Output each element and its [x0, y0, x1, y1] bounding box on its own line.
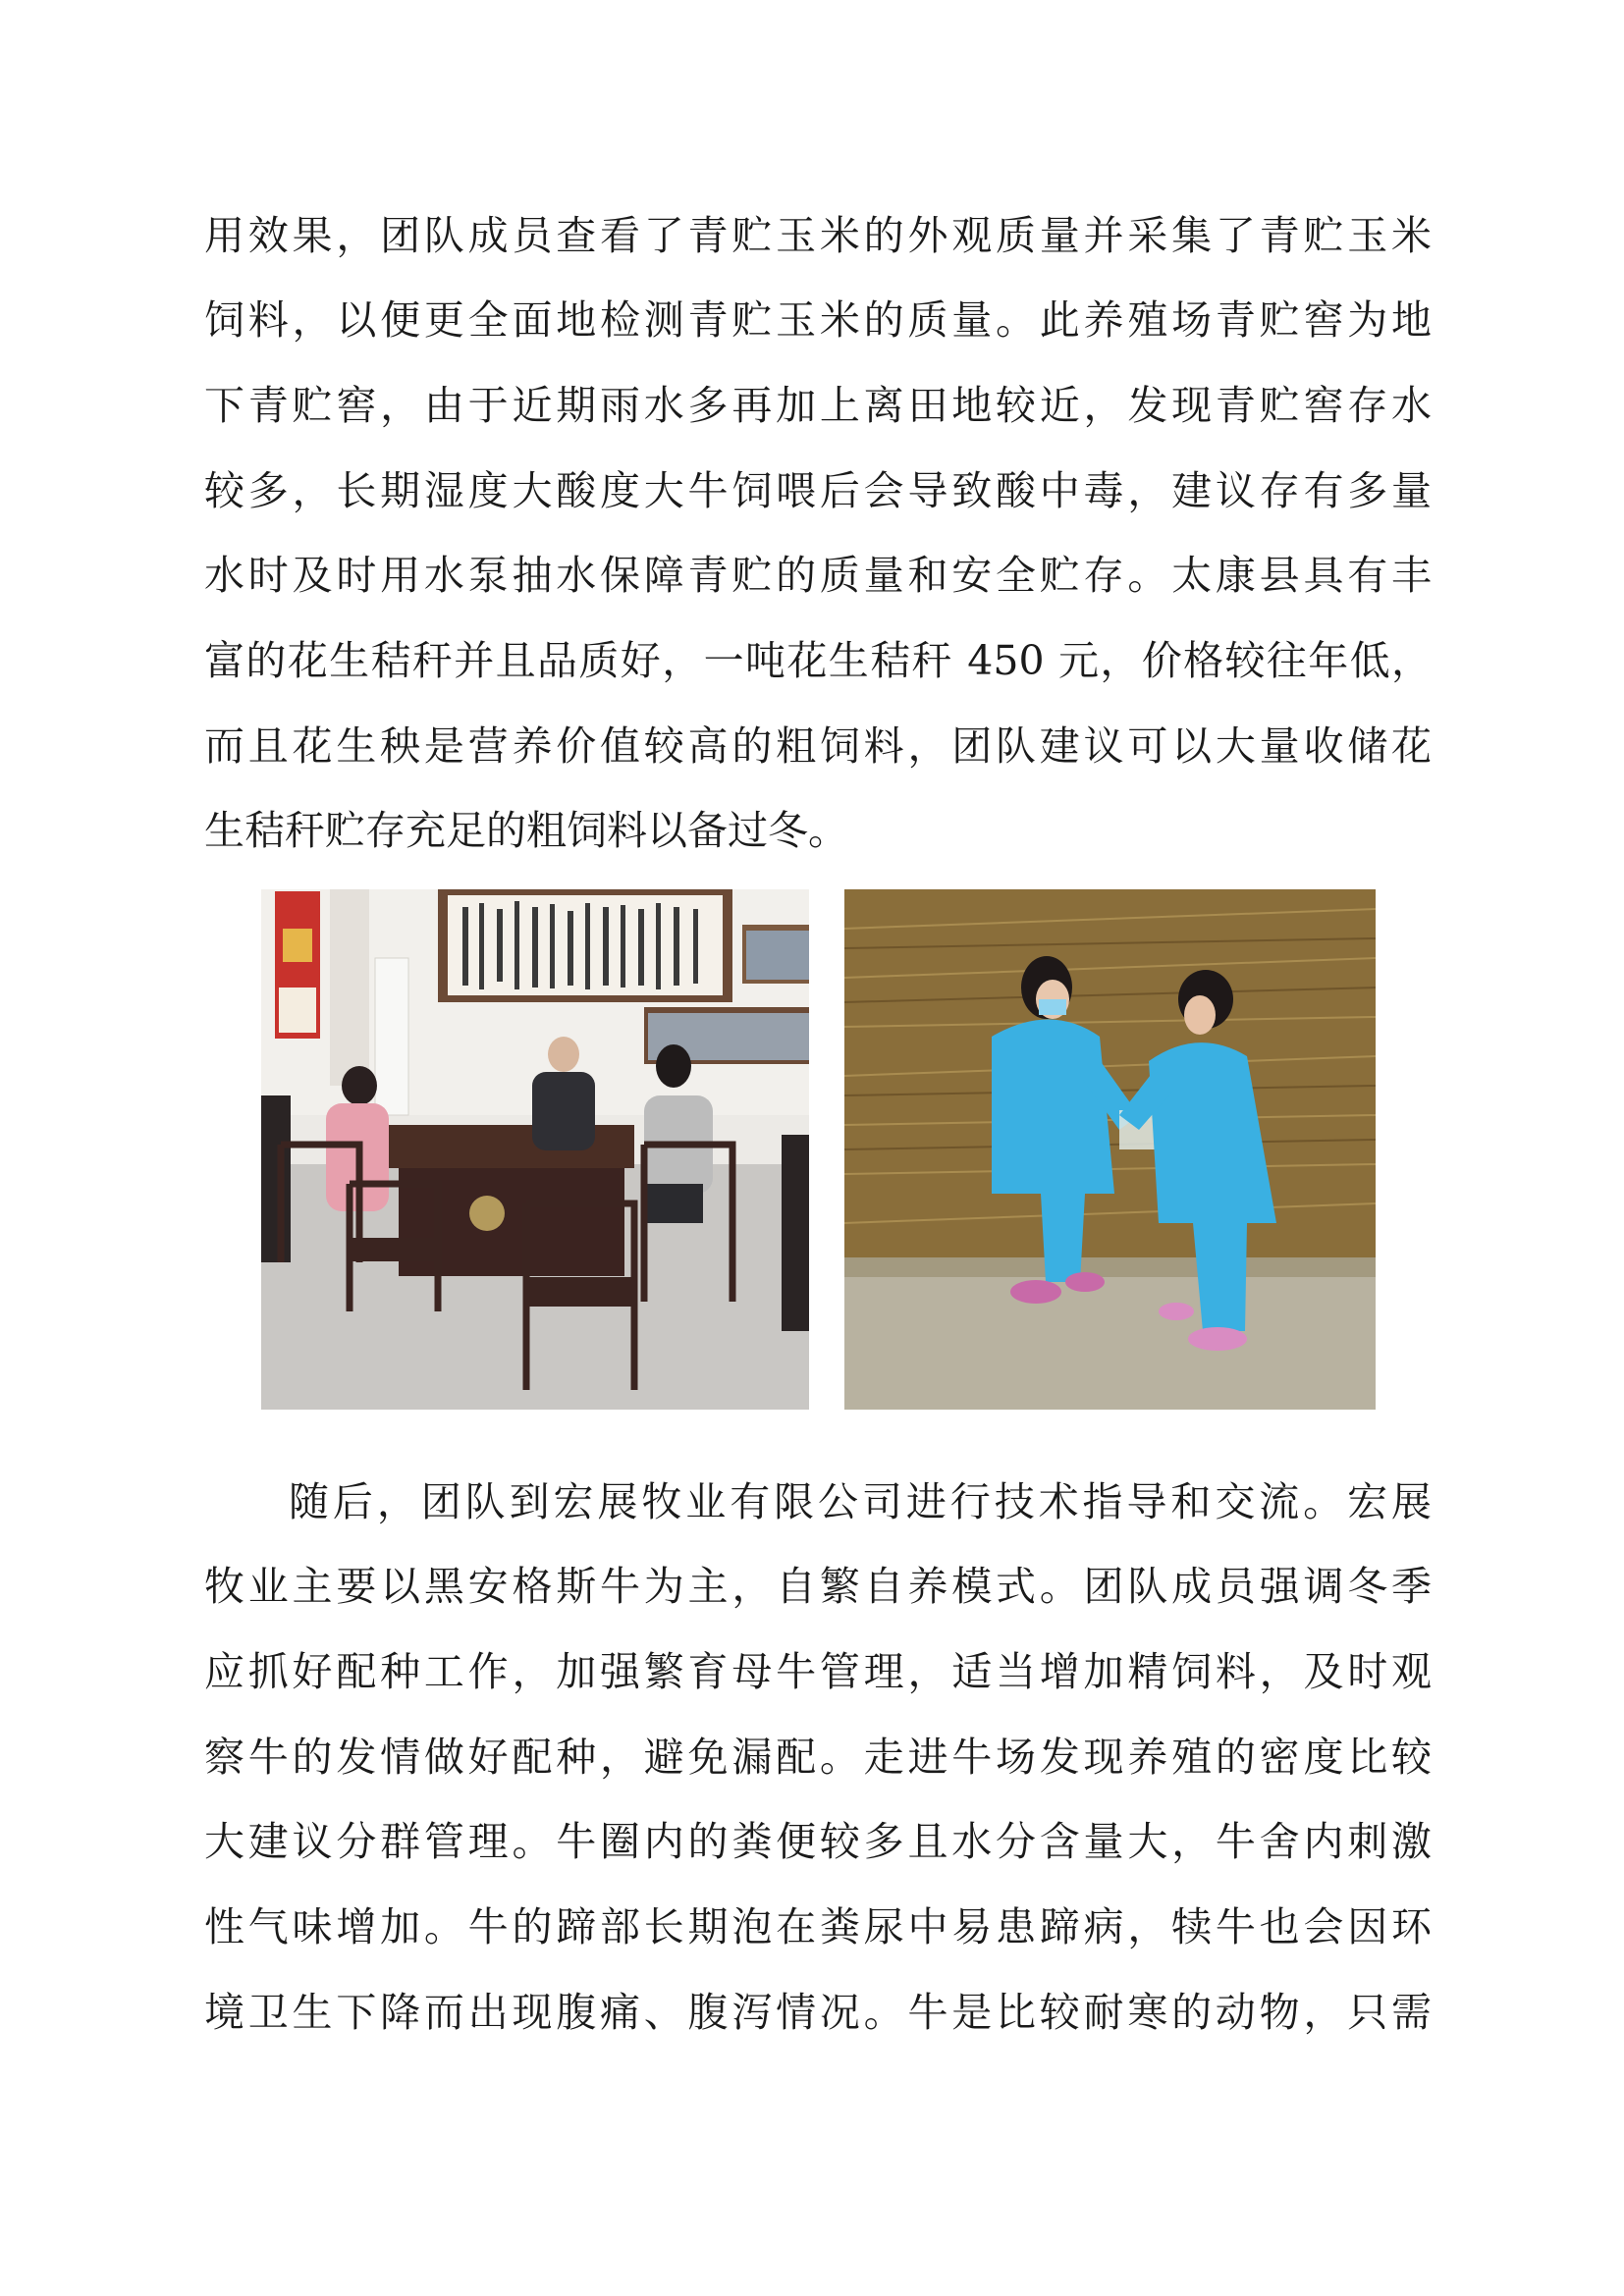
paragraph-1-line-5: 水时及时用水泵抽水保障青贮的质量和安全贮存。太康县具有丰 — [204, 552, 1432, 599]
paragraph-2-line-2: 牧业主要以黑安格斯牛为主，自繁自养模式。团队成员强调冬季 — [204, 1563, 1432, 1610]
paragraph-2-line-7: 境卫生下降而出现腹痛、腹泻情况。牛是比较耐寒的动物，只需 — [204, 1989, 1432, 2036]
paragraph-1-line-4: 较多，长期湿度大酸度大牛饲喂后会导致酸中毒，建议存有多量 — [204, 467, 1432, 514]
paragraph-1-line-1: 用效果，团队成员查看了青贮玉米的外观质量并采集了青贮玉米 — [204, 212, 1432, 259]
paragraph-1-line-6: 富的花生秸秆并且品质好，一吨花生秸秆 450 元，价格较往年低， — [204, 637, 1432, 684]
paragraph-1-line-7: 而且花生秧是营养价值较高的粗饲料，团队建议可以大量收储花 — [204, 722, 1432, 770]
paragraph-1-line-8: 生秸秆贮存充足的粗饲料以备过冬。 — [204, 807, 848, 854]
silage-inspection-photo — [844, 889, 1376, 1410]
paragraph-1-line-2: 饲料，以便更全面地检测青贮玉米的质量。此养殖场青贮窖为地 — [204, 296, 1432, 344]
paragraph-1-line-3: 下青贮窖，由于近期雨水多再加上离田地较近，发现青贮窖存水 — [204, 382, 1432, 429]
meeting-photo — [261, 889, 809, 1410]
paragraph-2-line-3: 应抓好配种工作，加强繁育母牛管理，适当增加精饲料，及时观 — [204, 1648, 1432, 1695]
paragraph-2-line-1: 随后，团队到宏展牧业有限公司进行技术指导和交流。宏展 — [289, 1478, 1432, 1525]
paragraph-2-line-4: 察牛的发情做好配种，避免漏配。走进牛场发现养殖的密度比较 — [204, 1734, 1432, 1781]
paragraph-2-line-6: 性气味增加。牛的蹄部长期泡在粪尿中易患蹄病，犊牛也会因环 — [204, 1903, 1432, 1950]
paragraph-2-line-5: 大建议分群管理。牛圈内的粪便较多且水分含量大，牛舍内刺激 — [204, 1818, 1432, 1865]
